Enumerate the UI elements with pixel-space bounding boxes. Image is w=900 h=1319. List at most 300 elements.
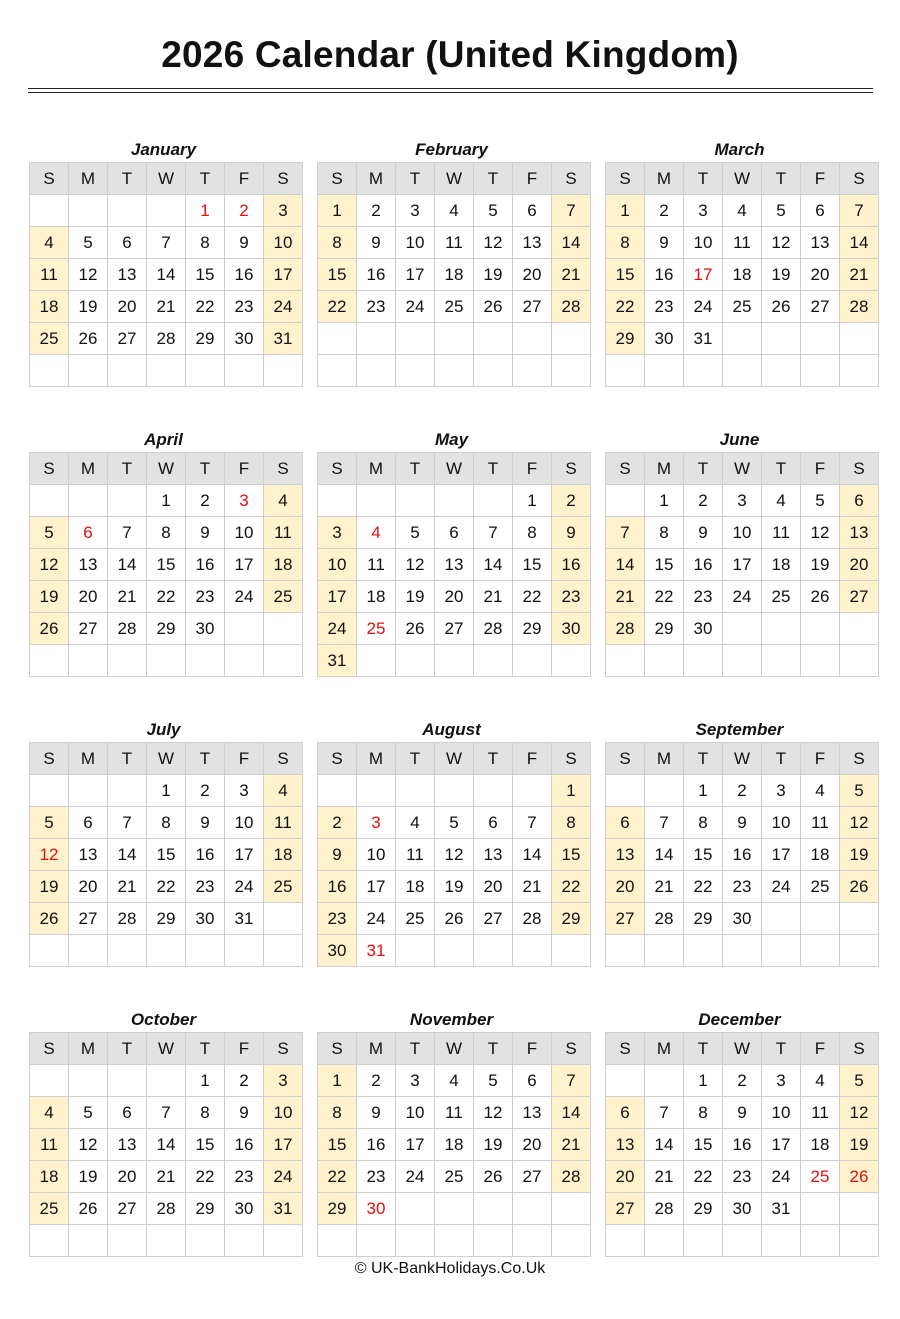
day-cell: 14	[108, 839, 147, 871]
day-cell: 12	[69, 259, 108, 291]
empty-day-cell	[186, 355, 225, 387]
day-cell: 4	[435, 1065, 474, 1097]
empty-day-cell	[762, 323, 801, 355]
month-name: September	[695, 720, 784, 739]
week-row	[30, 1065, 303, 1097]
bank-holiday-cell: 31	[357, 935, 396, 967]
empty-day-cell	[108, 1225, 147, 1257]
day-cell: 26	[69, 1193, 108, 1225]
empty-day-cell	[474, 355, 513, 387]
week-row	[606, 871, 879, 903]
week-row	[318, 227, 591, 259]
empty-day-cell	[357, 485, 396, 517]
month-name: November	[409, 1010, 494, 1029]
weekday-header: W	[723, 163, 762, 195]
empty-day-cell	[474, 323, 513, 355]
week-row	[30, 227, 303, 259]
week-row	[30, 807, 303, 839]
bank-holiday-cell: 17	[684, 259, 723, 291]
day-cell: 25	[801, 871, 840, 903]
week-row	[606, 645, 879, 677]
week-row	[318, 355, 591, 387]
empty-day-cell	[723, 323, 762, 355]
month-february	[317, 140, 586, 387]
weekday-header: T	[684, 1033, 723, 1065]
day-cell: 9	[186, 807, 225, 839]
day-cell: 13	[606, 1129, 645, 1161]
day-cell: 24	[225, 581, 264, 613]
day-cell: 27	[801, 291, 840, 323]
weekday-header: M	[645, 163, 684, 195]
weekday-header-row	[606, 1033, 879, 1065]
day-cell: 20	[108, 1161, 147, 1193]
week-row	[30, 935, 303, 967]
day-cell: 11	[264, 807, 303, 839]
day-cell: 31	[318, 645, 357, 677]
day-cell: 21	[108, 871, 147, 903]
month-table	[605, 162, 879, 387]
week-row	[318, 549, 591, 581]
week-row	[30, 871, 303, 903]
weekday-header: S	[30, 163, 69, 195]
day-cell: 3	[396, 195, 435, 227]
day-cell: 9	[357, 1097, 396, 1129]
empty-day-cell	[357, 775, 396, 807]
day-cell: 12	[69, 1129, 108, 1161]
weekday-header-row	[318, 453, 591, 485]
empty-day-cell	[147, 1225, 186, 1257]
month-table	[29, 452, 303, 677]
empty-day-cell	[396, 485, 435, 517]
day-cell: 18	[801, 839, 840, 871]
weekday-header: T	[474, 1033, 513, 1065]
day-cell: 6	[801, 195, 840, 227]
day-cell: 6	[606, 807, 645, 839]
day-cell: 16	[225, 1129, 264, 1161]
month-table	[605, 742, 879, 967]
day-cell: 11	[30, 1129, 69, 1161]
day-cell: 21	[147, 291, 186, 323]
day-cell: 4	[264, 485, 303, 517]
day-cell: 21	[513, 871, 552, 903]
day-cell: 20	[606, 871, 645, 903]
weekday-header: T	[474, 453, 513, 485]
day-cell: 15	[186, 1129, 225, 1161]
week-row	[606, 1161, 879, 1193]
week-row	[30, 259, 303, 291]
day-cell: 28	[606, 613, 645, 645]
day-cell: 7	[645, 1097, 684, 1129]
week-row	[30, 355, 303, 387]
weekday-header: S	[552, 1033, 591, 1065]
day-cell: 18	[357, 581, 396, 613]
week-row	[606, 935, 879, 967]
weekday-header: S	[552, 743, 591, 775]
weekday-header: M	[357, 743, 396, 775]
weekday-header: S	[606, 163, 645, 195]
empty-day-cell	[396, 775, 435, 807]
weekday-header: T	[684, 163, 723, 195]
day-cell: 17	[396, 259, 435, 291]
weekday-header-row	[30, 163, 303, 195]
empty-day-cell	[264, 355, 303, 387]
weekday-header-row	[318, 163, 591, 195]
week-row	[606, 323, 879, 355]
empty-day-cell	[318, 355, 357, 387]
day-cell: 5	[801, 485, 840, 517]
day-cell: 30	[318, 935, 357, 967]
day-cell: 19	[396, 581, 435, 613]
empty-day-cell	[840, 903, 879, 935]
day-cell: 17	[357, 871, 396, 903]
day-cell: 13	[840, 517, 879, 549]
bank-holiday-cell: 6	[69, 517, 108, 549]
empty-day-cell	[474, 1225, 513, 1257]
week-row	[606, 355, 879, 387]
month-table	[605, 452, 879, 677]
empty-day-cell	[684, 645, 723, 677]
day-cell: 17	[762, 1129, 801, 1161]
day-cell: 24	[762, 871, 801, 903]
page-title: 2026 Calendar (United Kingdom)	[161, 34, 739, 75]
day-cell: 7	[108, 807, 147, 839]
day-cell: 21	[552, 259, 591, 291]
day-cell: 24	[396, 1161, 435, 1193]
empty-day-cell	[225, 645, 264, 677]
weekday-header: T	[396, 743, 435, 775]
day-cell: 7	[147, 1097, 186, 1129]
empty-day-cell	[357, 1225, 396, 1257]
empty-day-cell	[318, 775, 357, 807]
empty-day-cell	[30, 195, 69, 227]
bank-holiday-cell: 4	[357, 517, 396, 549]
day-cell: 27	[513, 291, 552, 323]
empty-day-cell	[30, 1225, 69, 1257]
day-cell: 19	[435, 871, 474, 903]
weekday-header: T	[474, 163, 513, 195]
week-row	[318, 195, 591, 227]
week-row	[318, 839, 591, 871]
day-cell: 23	[645, 291, 684, 323]
day-cell: 17	[396, 1129, 435, 1161]
day-cell: 24	[762, 1161, 801, 1193]
day-cell: 15	[318, 1129, 357, 1161]
day-cell: 25	[396, 903, 435, 935]
week-row	[606, 259, 879, 291]
empty-day-cell	[723, 645, 762, 677]
weekday-header: T	[108, 163, 147, 195]
weekday-header: T	[396, 453, 435, 485]
month-name: March	[714, 140, 765, 159]
weekday-header: W	[147, 743, 186, 775]
title-divider	[28, 88, 873, 89]
day-cell: 8	[318, 1097, 357, 1129]
day-cell: 16	[552, 549, 591, 581]
empty-day-cell	[435, 1225, 474, 1257]
weekday-header: F	[513, 1033, 552, 1065]
empty-day-cell	[147, 355, 186, 387]
day-cell: 9	[318, 839, 357, 871]
week-row	[318, 517, 591, 549]
empty-day-cell	[762, 935, 801, 967]
day-cell: 20	[108, 291, 147, 323]
day-cell: 24	[723, 581, 762, 613]
empty-day-cell	[435, 485, 474, 517]
day-cell: 8	[645, 517, 684, 549]
week-row	[318, 485, 591, 517]
empty-day-cell	[30, 935, 69, 967]
day-cell: 17	[723, 549, 762, 581]
day-cell: 8	[186, 1097, 225, 1129]
day-cell: 21	[645, 1161, 684, 1193]
day-cell: 17	[318, 581, 357, 613]
day-cell: 1	[186, 1065, 225, 1097]
day-cell: 20	[606, 1161, 645, 1193]
empty-day-cell	[435, 775, 474, 807]
day-cell: 4	[30, 227, 69, 259]
week-row	[318, 1129, 591, 1161]
day-cell: 17	[264, 1129, 303, 1161]
day-cell: 20	[435, 581, 474, 613]
day-cell: 23	[186, 871, 225, 903]
empty-day-cell	[396, 645, 435, 677]
week-row	[30, 645, 303, 677]
month-january	[29, 140, 298, 387]
day-cell: 15	[186, 259, 225, 291]
empty-day-cell	[69, 485, 108, 517]
week-row	[30, 581, 303, 613]
week-row	[318, 807, 591, 839]
day-cell: 11	[723, 227, 762, 259]
empty-day-cell	[396, 1193, 435, 1225]
empty-day-cell	[762, 903, 801, 935]
day-cell: 12	[396, 549, 435, 581]
month-may	[317, 430, 586, 677]
empty-day-cell	[435, 1193, 474, 1225]
empty-day-cell	[69, 1065, 108, 1097]
week-row	[30, 1129, 303, 1161]
day-cell: 29	[513, 613, 552, 645]
weekday-header: F	[513, 453, 552, 485]
month-september	[605, 720, 874, 967]
day-cell: 3	[762, 775, 801, 807]
day-cell: 12	[840, 807, 879, 839]
week-row	[30, 839, 303, 871]
day-cell: 5	[435, 807, 474, 839]
day-cell: 13	[108, 1129, 147, 1161]
weekday-header: S	[264, 743, 303, 775]
day-cell: 1	[552, 775, 591, 807]
day-cell: 23	[357, 1161, 396, 1193]
weekday-header: M	[357, 1033, 396, 1065]
day-cell: 21	[147, 1161, 186, 1193]
week-row	[318, 1097, 591, 1129]
day-cell: 6	[606, 1097, 645, 1129]
day-cell: 29	[147, 613, 186, 645]
day-cell: 4	[396, 807, 435, 839]
empty-day-cell	[69, 645, 108, 677]
weekday-header: M	[69, 453, 108, 485]
day-cell: 10	[225, 807, 264, 839]
day-cell: 19	[30, 581, 69, 613]
day-cell: 10	[264, 1097, 303, 1129]
day-cell: 8	[513, 517, 552, 549]
day-cell: 11	[435, 1097, 474, 1129]
day-cell: 13	[606, 839, 645, 871]
weekday-header: M	[645, 1033, 684, 1065]
week-row	[318, 903, 591, 935]
day-cell: 25	[264, 581, 303, 613]
weekday-header: M	[357, 163, 396, 195]
week-row	[318, 1193, 591, 1225]
weekday-header: T	[108, 1033, 147, 1065]
day-cell: 23	[225, 291, 264, 323]
empty-day-cell	[723, 355, 762, 387]
weekday-header-row	[30, 453, 303, 485]
day-cell: 3	[318, 517, 357, 549]
day-cell: 9	[186, 517, 225, 549]
empty-day-cell	[840, 645, 879, 677]
empty-day-cell	[645, 1065, 684, 1097]
weekday-header: W	[147, 163, 186, 195]
day-cell: 2	[357, 1065, 396, 1097]
title-divider	[28, 92, 873, 93]
day-cell: 25	[723, 291, 762, 323]
day-cell: 5	[69, 1097, 108, 1129]
month-name: February	[415, 140, 488, 159]
day-cell: 25	[435, 1161, 474, 1193]
empty-day-cell	[645, 935, 684, 967]
empty-day-cell	[474, 485, 513, 517]
day-cell: 8	[318, 227, 357, 259]
empty-day-cell	[606, 775, 645, 807]
empty-day-cell	[225, 935, 264, 967]
empty-day-cell	[606, 1065, 645, 1097]
bank-holiday-cell: 26	[840, 1161, 879, 1193]
weekday-header: S	[840, 163, 879, 195]
week-row	[606, 1193, 879, 1225]
empty-day-cell	[513, 775, 552, 807]
empty-day-cell	[108, 195, 147, 227]
weekday-header: F	[225, 743, 264, 775]
day-cell: 22	[606, 291, 645, 323]
month-table	[29, 1032, 303, 1257]
empty-day-cell	[357, 645, 396, 677]
empty-day-cell	[318, 485, 357, 517]
weekday-header: S	[264, 453, 303, 485]
empty-day-cell	[108, 645, 147, 677]
month-table	[605, 1032, 879, 1257]
empty-day-cell	[396, 1225, 435, 1257]
day-cell: 18	[30, 1161, 69, 1193]
weekday-header: F	[801, 1033, 840, 1065]
weekday-header: M	[645, 453, 684, 485]
empty-day-cell	[840, 935, 879, 967]
day-cell: 9	[723, 807, 762, 839]
weekday-header: M	[69, 163, 108, 195]
weekday-header: F	[801, 743, 840, 775]
empty-day-cell	[606, 935, 645, 967]
day-cell: 19	[840, 839, 879, 871]
day-cell: 25	[264, 871, 303, 903]
day-cell: 18	[435, 259, 474, 291]
day-cell: 27	[606, 903, 645, 935]
day-cell: 15	[318, 259, 357, 291]
day-cell: 12	[474, 227, 513, 259]
bank-holiday-cell: 25	[357, 613, 396, 645]
weekday-header: F	[513, 163, 552, 195]
day-cell: 27	[69, 903, 108, 935]
day-cell: 28	[552, 291, 591, 323]
week-row	[30, 903, 303, 935]
empty-day-cell	[723, 1225, 762, 1257]
empty-day-cell	[606, 1225, 645, 1257]
week-row	[606, 227, 879, 259]
month-name: August	[422, 720, 481, 739]
bank-holiday-cell: 12	[30, 839, 69, 871]
weekday-header: S	[606, 1033, 645, 1065]
day-cell: 27	[108, 1193, 147, 1225]
day-cell: 30	[684, 613, 723, 645]
empty-day-cell	[108, 355, 147, 387]
weekday-header: S	[606, 453, 645, 485]
empty-day-cell	[552, 1225, 591, 1257]
day-cell: 25	[30, 1193, 69, 1225]
day-cell: 22	[147, 871, 186, 903]
day-cell: 16	[357, 259, 396, 291]
day-cell: 21	[474, 581, 513, 613]
day-cell: 22	[147, 581, 186, 613]
empty-day-cell	[801, 1193, 840, 1225]
day-cell: 3	[684, 195, 723, 227]
month-name: May	[434, 430, 469, 449]
day-cell: 13	[801, 227, 840, 259]
day-cell: 11	[435, 227, 474, 259]
empty-day-cell	[552, 323, 591, 355]
weekday-header: S	[606, 743, 645, 775]
empty-day-cell	[513, 645, 552, 677]
bank-holiday-cell: 1	[186, 195, 225, 227]
day-cell: 3	[396, 1065, 435, 1097]
weekday-header: S	[318, 743, 357, 775]
empty-day-cell	[684, 1225, 723, 1257]
empty-day-cell	[435, 935, 474, 967]
day-cell: 21	[552, 1129, 591, 1161]
day-cell: 28	[552, 1161, 591, 1193]
day-cell: 22	[186, 291, 225, 323]
day-cell: 27	[474, 903, 513, 935]
day-cell: 19	[840, 1129, 879, 1161]
empty-day-cell	[474, 935, 513, 967]
empty-day-cell	[840, 355, 879, 387]
weekday-header: T	[396, 163, 435, 195]
weekday-header: F	[225, 163, 264, 195]
weekday-header: T	[186, 1033, 225, 1065]
empty-day-cell	[30, 775, 69, 807]
day-cell: 15	[684, 1129, 723, 1161]
week-row	[606, 839, 879, 871]
weekday-header: S	[264, 1033, 303, 1065]
day-cell: 29	[318, 1193, 357, 1225]
empty-day-cell	[147, 195, 186, 227]
day-cell: 28	[513, 903, 552, 935]
day-cell: 19	[69, 1161, 108, 1193]
day-cell: 10	[396, 227, 435, 259]
weekday-header: W	[435, 1033, 474, 1065]
empty-day-cell	[606, 645, 645, 677]
empty-day-cell	[30, 645, 69, 677]
weekday-header: M	[69, 1033, 108, 1065]
